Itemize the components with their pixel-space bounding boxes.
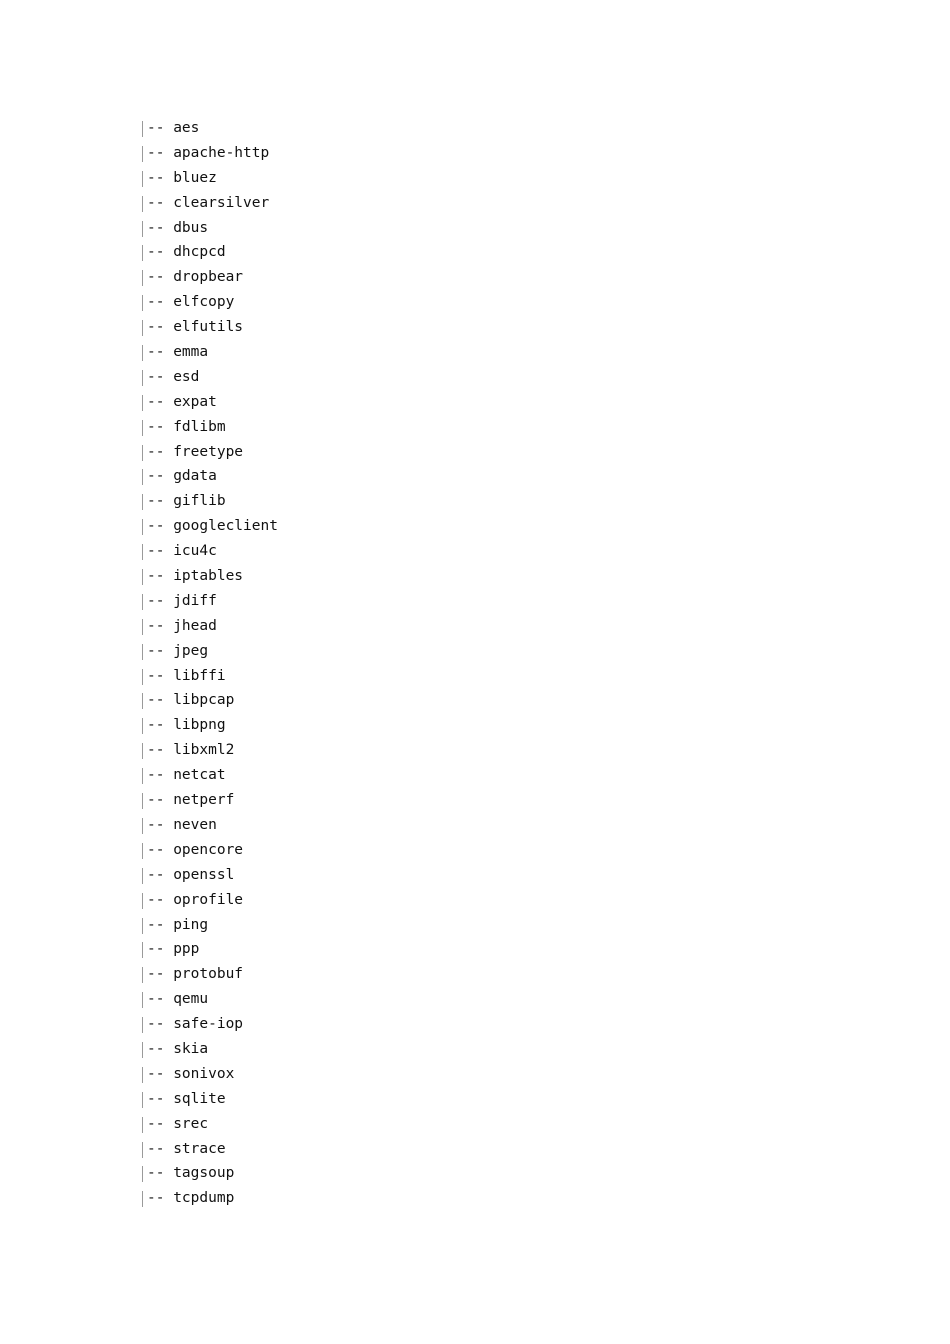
tree-branch-line: [142, 942, 143, 958]
tree-item-label: apache-http: [173, 144, 270, 161]
tree-item-label: aes: [173, 120, 200, 136]
tree-item-label: sonivox: [173, 1065, 235, 1082]
tree-item-label: clearsilver: [173, 194, 270, 211]
tree-connector: --: [147, 767, 174, 784]
tree-item: [141, 1186, 278, 1211]
tree-connector: --: [147, 1115, 174, 1132]
tree-item-label: gdata: [173, 468, 217, 485]
tree-branch-line: [142, 469, 143, 485]
tree-item: [141, 1137, 278, 1162]
tree-item-label: libffi: [173, 667, 226, 684]
tree-item-label: safe-iop: [173, 1016, 244, 1033]
tree-item-label: sqlite: [173, 1090, 226, 1107]
tree-branch-line: [142, 718, 143, 734]
tree-item: [141, 390, 278, 415]
tree-branch-line: [142, 1092, 143, 1108]
tree-connector: --: [147, 418, 174, 435]
tree-connector: --: [147, 244, 174, 261]
tree-connector: --: [147, 120, 174, 136]
tree-branch-line: [142, 594, 143, 610]
tree-item: [141, 863, 278, 888]
tree-item: [141, 166, 278, 191]
tree-branch-line: [142, 245, 143, 261]
tree-item: [141, 589, 278, 614]
tree-branch-line: [142, 992, 143, 1008]
tree-item: [141, 216, 278, 241]
tree-item: [141, 888, 278, 913]
tree-branch-line: [142, 818, 143, 834]
tree-item: [141, 340, 278, 365]
tree-branch-line: [142, 1042, 143, 1058]
tree-item: [141, 937, 278, 962]
tree-item: [141, 415, 278, 440]
tree-branch-line: [142, 569, 143, 585]
tree-item: [141, 788, 278, 813]
tree-item-label: iptables: [173, 568, 244, 585]
tree-connector: --: [147, 617, 174, 634]
tree-item-label: freetype: [173, 443, 244, 460]
tree-branch-line: [142, 420, 143, 436]
tree-branch-line: [142, 1017, 143, 1033]
tree-item-label: libpng: [173, 717, 226, 734]
tree-item: [141, 141, 278, 166]
tree-connector: --: [147, 543, 174, 560]
tree-item: [141, 813, 278, 838]
tree-item-label: ping: [173, 916, 209, 933]
tree-item-label: jhead: [173, 617, 217, 634]
tree-branch-line: [142, 320, 143, 336]
tree-connector: --: [147, 368, 174, 385]
tree-branch-line: [142, 967, 143, 983]
tree-item: [141, 639, 278, 664]
tree-item-label: libxml2: [173, 742, 235, 759]
tree-item-label: icu4c: [173, 543, 217, 560]
tree-item-label: netperf: [173, 792, 235, 809]
tree-connector: --: [147, 194, 174, 211]
tree-connector: --: [147, 319, 174, 336]
tree-connector: --: [147, 169, 174, 186]
tree-branch-line: [142, 345, 143, 361]
tree-item: [141, 315, 278, 340]
tree-item-label: giflib: [173, 493, 226, 510]
tree-item-label: tcpdump: [173, 1190, 235, 1207]
tree-branch-line: [142, 793, 143, 809]
tree-item-label: strace: [173, 1140, 226, 1157]
tree-connector: --: [147, 144, 174, 161]
tree-item-label: protobuf: [173, 966, 244, 983]
tree-branch-line: [142, 1117, 143, 1133]
tree-item: [141, 987, 278, 1012]
tree-item: [141, 713, 278, 738]
tree-item-label: emma: [173, 344, 209, 361]
tree-item-label: elfutils: [173, 319, 244, 336]
tree-connector: --: [147, 568, 174, 585]
tree-connector: --: [147, 592, 174, 609]
tree-connector: --: [147, 742, 174, 759]
tree-branch-line: [142, 121, 143, 137]
tree-item-label: jpeg: [173, 642, 209, 659]
tree-branch-line: [142, 196, 143, 212]
tree-item-label: opencore: [173, 841, 244, 858]
tree-branch-line: [142, 295, 143, 311]
tree-branch-line: [142, 494, 143, 510]
tree-branch-line: [142, 868, 143, 884]
tree-connector: --: [147, 991, 174, 1008]
tree-connector: --: [147, 1190, 174, 1207]
tree-connector: --: [147, 916, 174, 933]
tree-item-label: expat: [173, 393, 217, 410]
tree-item-label: dhcpcd: [173, 244, 226, 261]
tree-branch-line: [142, 146, 143, 162]
tree-connector: --: [147, 866, 174, 883]
tree-item-label: elfcopy: [173, 294, 235, 311]
tree-item: [141, 614, 278, 639]
tree-item-label: bluez: [173, 169, 217, 186]
tree-branch-line: [142, 395, 143, 411]
tree-connector: --: [147, 269, 174, 286]
tree-item: [141, 440, 278, 465]
tree-item: [141, 962, 278, 987]
tree-branch-line: [142, 270, 143, 286]
tree-branch-line: [142, 644, 143, 660]
tree-item-label: netcat: [173, 767, 226, 784]
tree-item: [141, 913, 278, 938]
tree-branch-line: [142, 1191, 143, 1207]
tree-branch-line: [142, 1067, 143, 1083]
tree-connector: --: [147, 642, 174, 659]
tree-item: [141, 664, 278, 689]
tree-connector: --: [147, 1165, 174, 1182]
tree-branch-line: [142, 519, 143, 535]
tree-item: [141, 290, 278, 315]
tree-item: [141, 489, 278, 514]
tree-branch-line: [142, 1142, 143, 1158]
tree-item-label: dbus: [173, 219, 209, 236]
tree-item: [141, 1112, 278, 1137]
tree-item: [141, 1012, 278, 1037]
tree-item-label: openssl: [173, 866, 235, 883]
tree-item: [141, 1161, 278, 1186]
tree-item: [141, 539, 278, 564]
tree-item-label: ppp: [173, 941, 200, 958]
tree-connector: --: [147, 717, 174, 734]
tree-item-label: qemu: [173, 991, 209, 1008]
tree-branch-line: [142, 445, 143, 461]
tree-branch-line: [142, 669, 143, 685]
tree-item-label: googleclient: [173, 518, 278, 535]
tree-connector: --: [147, 1016, 174, 1033]
tree-connector: --: [147, 1065, 174, 1082]
tree-branch-line: [142, 693, 143, 709]
tree-branch-line: [142, 619, 143, 635]
tree-item: [141, 365, 278, 390]
tree-connector: --: [147, 792, 174, 809]
tree-item: [141, 1087, 278, 1112]
tree-item: [141, 763, 278, 788]
tree-connector: --: [147, 841, 174, 858]
tree-item: [141, 1037, 278, 1062]
tree-branch-line: [142, 918, 143, 934]
tree-branch-line: [142, 893, 143, 909]
directory-tree: [141, 116, 278, 1211]
tree-connector: --: [147, 1140, 174, 1157]
tree-connector: --: [147, 468, 174, 485]
tree-connector: --: [147, 393, 174, 410]
tree-connector: --: [147, 344, 174, 361]
tree-connector: --: [147, 294, 174, 311]
tree-connector: --: [147, 941, 174, 958]
tree-connector: --: [147, 667, 174, 684]
tree-item: [141, 688, 278, 713]
tree-item: [141, 514, 278, 539]
tree-item: [141, 838, 278, 863]
tree-item: [141, 564, 278, 589]
tree-item-label: esd: [173, 368, 200, 385]
tree-item-label: libpcap: [173, 692, 235, 709]
tree-item-label: srec: [173, 1115, 209, 1132]
tree-item: [141, 240, 278, 265]
tree-branch-line: [142, 1166, 143, 1182]
tree-item-label: tagsoup: [173, 1165, 235, 1182]
tree-item-label: skia: [173, 1040, 209, 1057]
tree-branch-line: [142, 171, 143, 187]
tree-item: [141, 191, 278, 216]
tree-connector: --: [147, 692, 174, 709]
tree-item-label: fdlibm: [173, 418, 226, 435]
tree-item: [141, 464, 278, 489]
tree-connector: --: [147, 1040, 174, 1057]
tree-branch-line: [142, 843, 143, 859]
tree-connector: --: [147, 966, 174, 983]
tree-connector: --: [147, 891, 174, 908]
tree-connector: --: [147, 219, 174, 236]
tree-connector: --: [147, 1090, 174, 1107]
tree-branch-line: [142, 544, 143, 560]
tree-item: [141, 265, 278, 290]
tree-item: [141, 1062, 278, 1087]
tree-branch-line: [142, 768, 143, 784]
tree-connector: --: [147, 493, 174, 510]
tree-item-label: jdiff: [173, 592, 217, 609]
tree-connector: --: [147, 518, 174, 535]
tree-connector: --: [147, 443, 174, 460]
tree-connector: --: [147, 816, 174, 833]
tree-item: [141, 116, 278, 141]
tree-branch-line: [142, 370, 143, 386]
tree-item-label: dropbear: [173, 269, 244, 286]
tree-item-label: oprofile: [173, 891, 244, 908]
tree-branch-line: [142, 221, 143, 237]
tree-item-label: neven: [173, 816, 217, 833]
tree-item: [141, 738, 278, 763]
tree-branch-line: [142, 743, 143, 759]
